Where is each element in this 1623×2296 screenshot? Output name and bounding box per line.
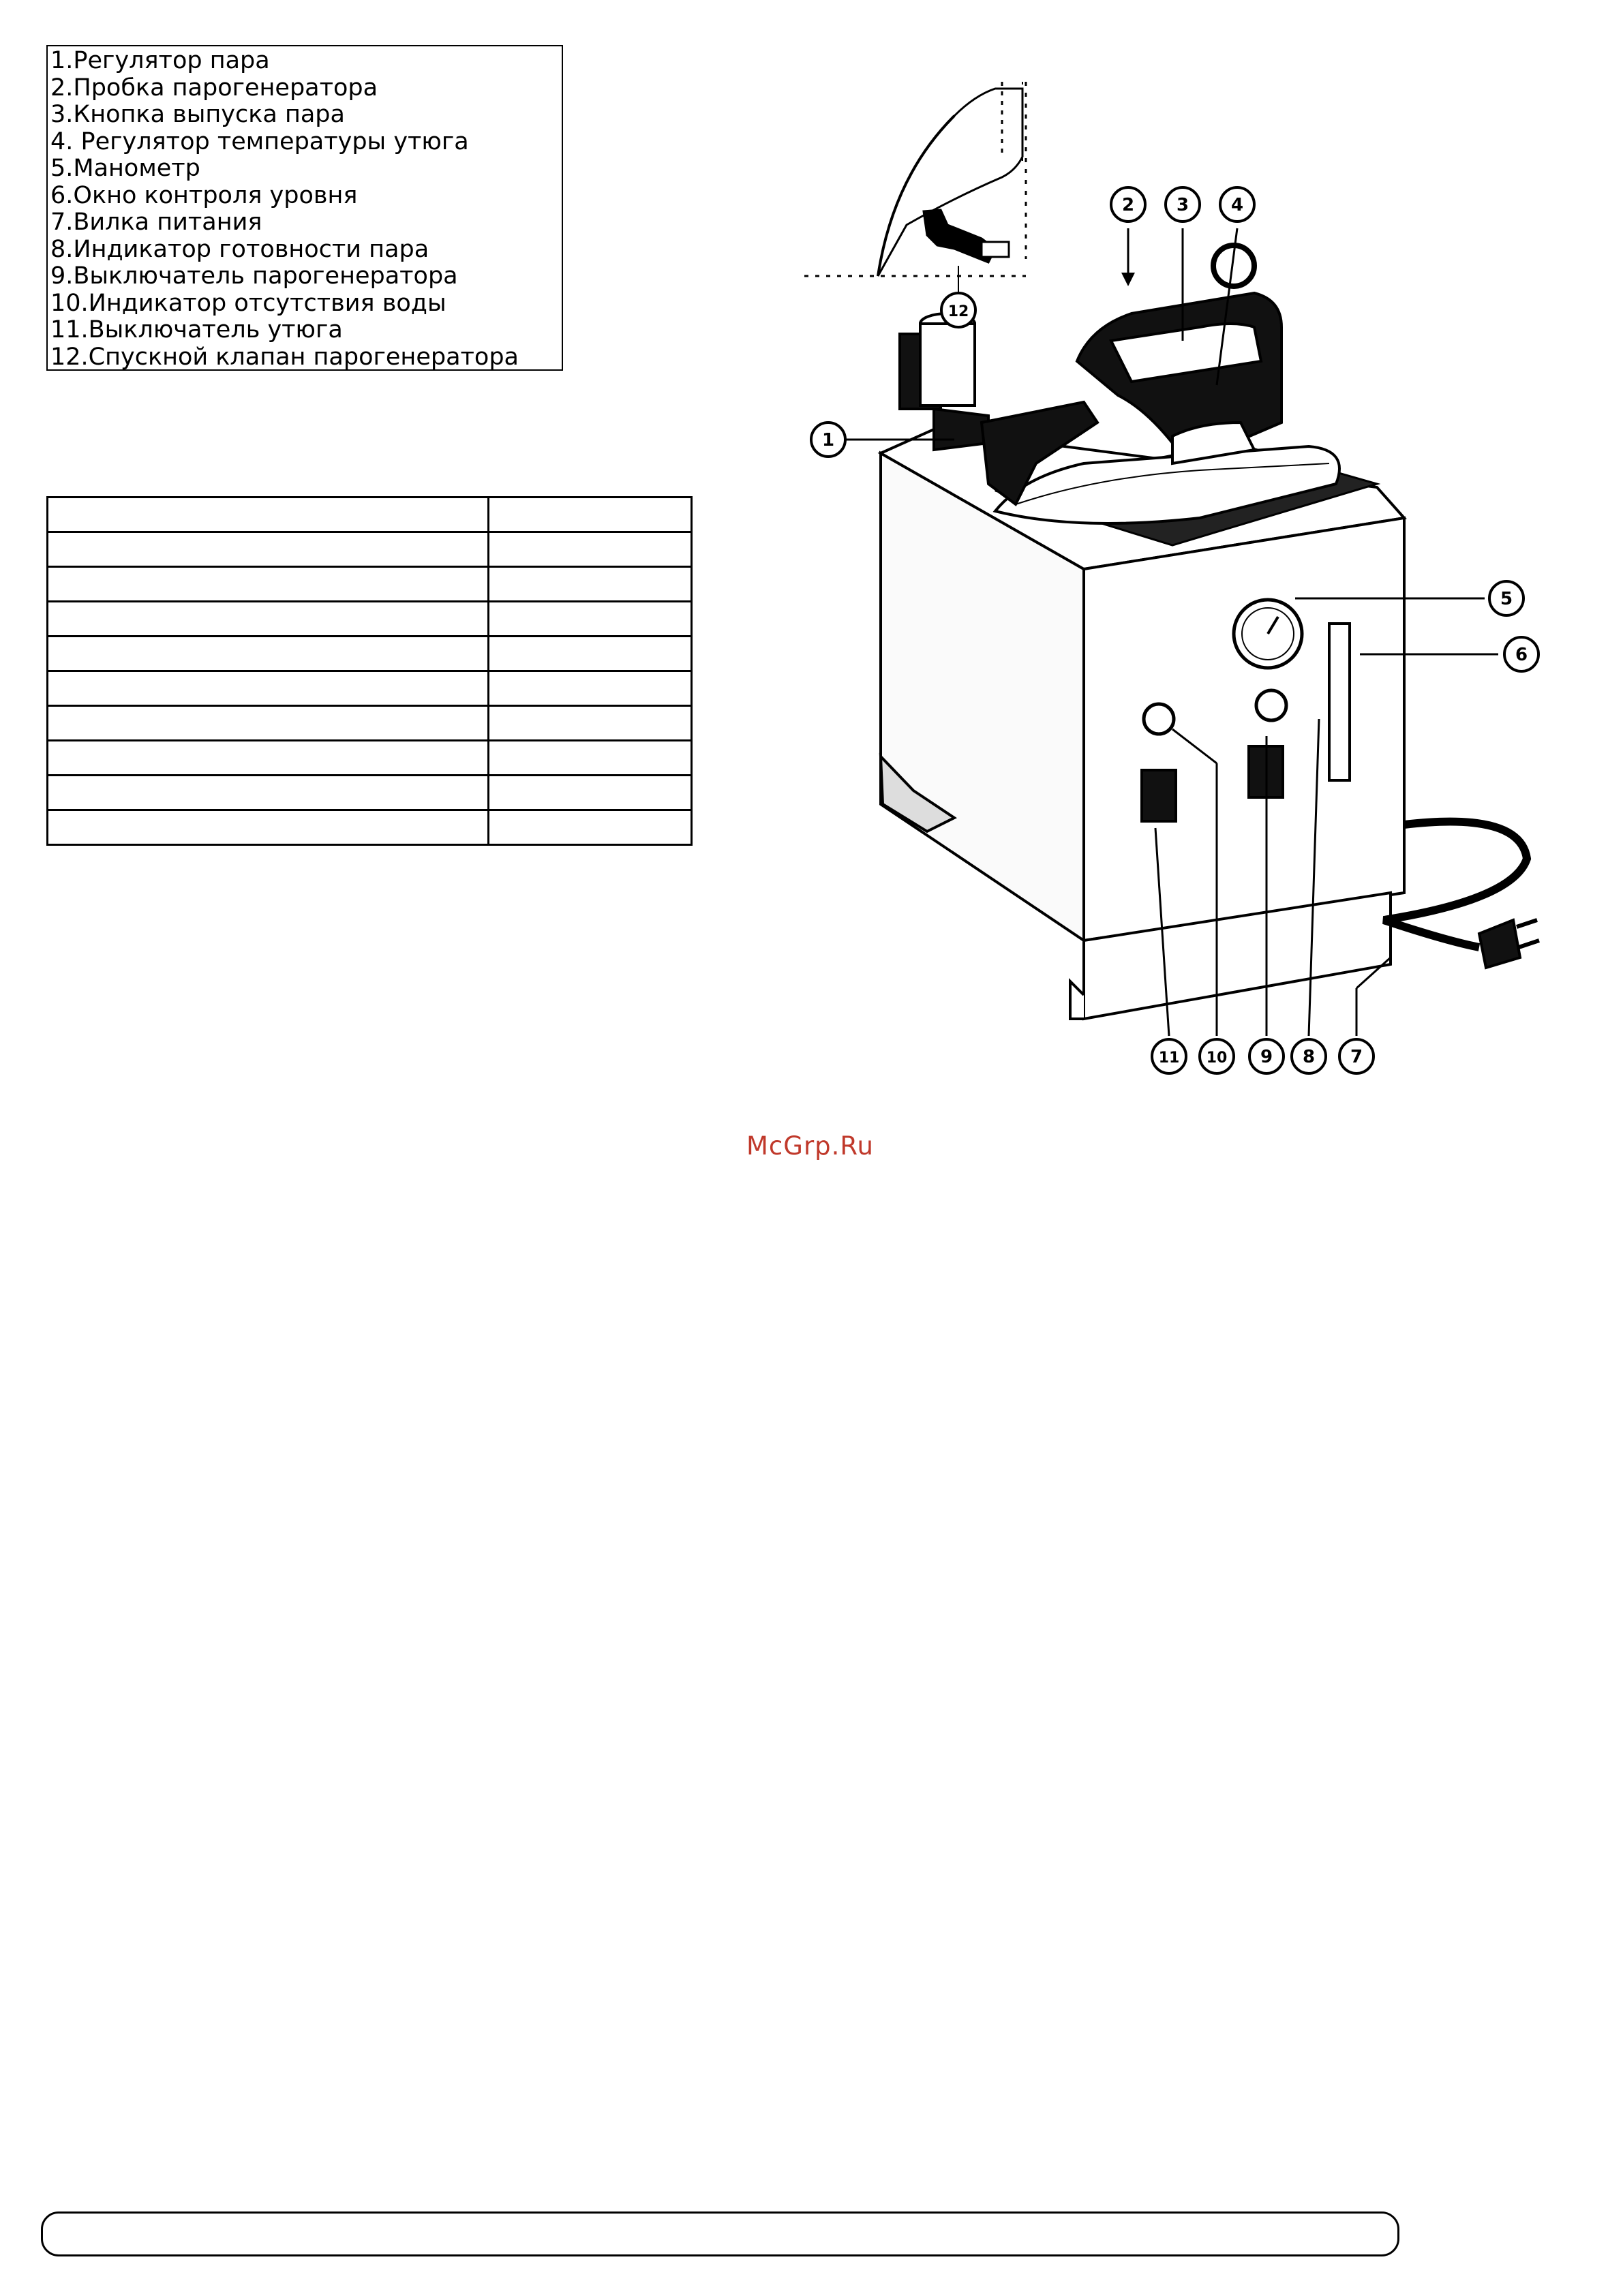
callout-label: 12 — [947, 303, 969, 320]
callout-8 — [1292, 1039, 1326, 1073]
level-window — [1329, 624, 1350, 780]
callout-label: 10 — [1206, 1050, 1228, 1067]
spec-table-row — [48, 810, 692, 845]
spec-table-row — [48, 706, 692, 741]
callout-label: 6 — [1515, 645, 1528, 665]
legend-item-2: 2.Пробка парогенератора — [50, 74, 378, 102]
spec-table-cell — [489, 671, 692, 706]
spec-table-cell — [489, 602, 692, 637]
drain-valve-inset — [804, 82, 1026, 296]
spec-table-row — [48, 637, 692, 671]
callout-11 — [1152, 1039, 1186, 1073]
spec-table-cell — [489, 532, 692, 567]
watermark: McGrp.Ru — [746, 1131, 874, 1161]
spec-table — [46, 496, 693, 846]
legend-item-10: 10.Индикатор отсутствия воды — [50, 289, 446, 317]
callout-label: 5 — [1500, 589, 1513, 609]
callout-4 — [1220, 187, 1254, 221]
steam-ready-indicator — [1256, 690, 1286, 720]
legend-item-1: 1.Регулятор пара — [50, 47, 270, 74]
no-water-indicator — [1144, 704, 1174, 734]
spec-table-cell — [48, 532, 489, 567]
legend-item-7: 7.Вилка питания — [50, 209, 262, 236]
callout-6 — [1504, 637, 1538, 671]
steam-generator-diagram — [791, 41, 1568, 1090]
spec-table-cell — [489, 741, 692, 776]
spec-table-cell — [489, 567, 692, 602]
spec-table-cell — [489, 706, 692, 741]
callout-1 — [811, 423, 845, 457]
callout-9 — [1249, 1039, 1284, 1073]
callout-10 — [1200, 1039, 1234, 1073]
callout-7 — [1339, 1039, 1374, 1073]
callout-label: 1 — [821, 430, 835, 450]
legend-item-12: 12.Спускной клапан парогенератора — [50, 343, 519, 371]
legend-item-4: 4. Регулятор температуры утюга — [50, 127, 469, 155]
spec-table-cell — [48, 776, 489, 810]
spec-table-cell — [489, 776, 692, 810]
callout-label: 9 — [1260, 1047, 1273, 1067]
parts-legend — [46, 45, 563, 371]
power-cord — [1384, 822, 1539, 968]
spec-table-row — [48, 532, 692, 567]
spec-table-row — [48, 498, 692, 532]
spec-table-cell — [48, 498, 489, 532]
spec-table-cell — [489, 498, 692, 532]
spec-table-cell — [48, 741, 489, 776]
spec-table-row — [48, 567, 692, 602]
iron-switch — [1142, 770, 1176, 821]
legend-item-3: 3.Кнопка выпуска пара — [50, 101, 345, 128]
spec-table-row — [48, 602, 692, 637]
spec-table-cell — [48, 637, 489, 671]
spec-table-cell — [48, 671, 489, 706]
legend-item-11: 11.Выключатель утюга — [50, 316, 343, 343]
legend-item-8: 8.Индикатор готовности пара — [50, 235, 429, 263]
callout-label: 3 — [1176, 195, 1189, 215]
spec-table-cell — [48, 706, 489, 741]
callout-12 — [941, 293, 975, 327]
callout-label: 4 — [1230, 195, 1244, 215]
iron-illustration — [995, 245, 1339, 523]
spec-table-row — [48, 776, 692, 810]
spec-table-cell — [48, 602, 489, 637]
callout-label: 11 — [1158, 1050, 1180, 1067]
spec-table-row — [48, 671, 692, 706]
legend-item-6: 6.Окно контроля уровня — [50, 181, 358, 209]
spec-table-cell — [489, 810, 692, 845]
callout-label: 7 — [1350, 1047, 1363, 1067]
spec-table-cell — [489, 637, 692, 671]
callout-label: 2 — [1121, 195, 1135, 215]
spec-table-cell — [48, 567, 489, 602]
manometer — [1234, 600, 1302, 668]
callout-2 — [1111, 187, 1145, 221]
legend-item-9: 9.Выключатель парогенератора — [50, 262, 458, 290]
callout-3 — [1166, 187, 1200, 221]
spec-table-row — [48, 741, 692, 776]
legend-item-5: 5.Манометр — [50, 155, 200, 182]
spec-table-cell — [48, 810, 489, 845]
callout-5 — [1489, 581, 1523, 615]
footer-box — [41, 2211, 1399, 2256]
callout-label: 8 — [1302, 1047, 1316, 1067]
